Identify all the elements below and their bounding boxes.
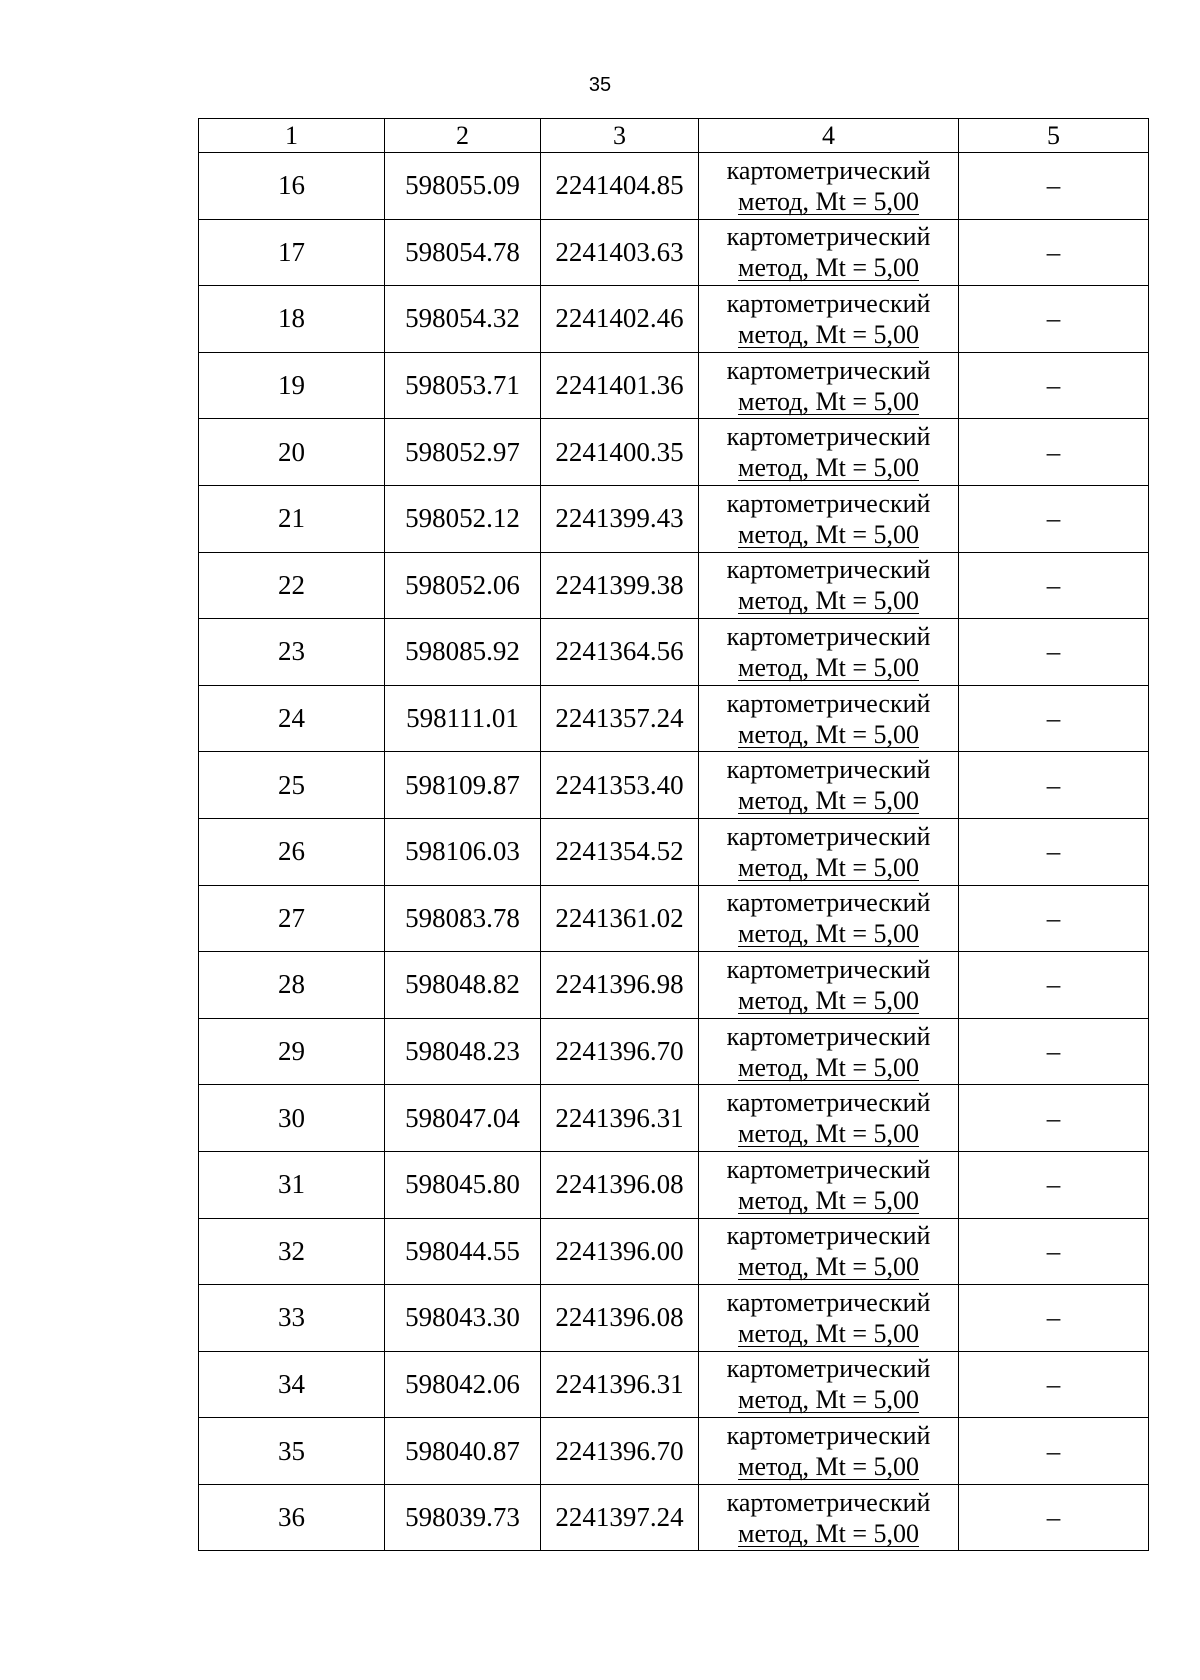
page-number: 35 [588,74,612,96]
x-coordinate-cell: 598048.23 [385,1018,541,1085]
table-row [199,952,1149,1019]
x-coordinate-cell: 598048.82 [385,952,541,1019]
method-cell [699,286,959,353]
note-cell: – [959,219,1149,286]
header-cell-4: 4 [699,119,959,153]
method-cell [699,153,959,220]
header-cell-3: 3 [541,119,699,153]
note-cell: – [959,1218,1149,1285]
method-cell [699,885,959,952]
method-line-1: картометрический [726,222,931,252]
point-number-cell: 27 [199,885,385,952]
point-number-cell: 26 [199,818,385,885]
method-cell [699,1085,959,1152]
note-cell: – [959,885,1149,952]
method-line-2-wrapper [699,319,958,350]
method-line-1: картометрический [726,688,931,718]
method-line-1: картометрический [726,1154,931,1184]
x-coordinate-cell: 598039.73 [385,1484,541,1551]
x-coordinate-cell: 598042.06 [385,1351,541,1418]
table-row [199,153,1149,220]
coordinates-table [198,118,1149,1551]
x-coordinate-cell: 598052.06 [385,552,541,619]
method-cell [699,485,959,552]
method-line-2-wrapper [699,652,958,683]
x-coordinate-cell: 598055.09 [385,153,541,220]
method-line-2-wrapper [699,1251,958,1282]
table-header-row [199,119,1149,153]
method-line-1: картометрический [726,1021,931,1051]
note-cell: – [959,153,1149,220]
method-cell [699,1018,959,1085]
method-line-2-wrapper [699,785,958,816]
table-row [199,419,1149,486]
point-number-cell: 21 [199,485,385,552]
point-number-cell: 17 [199,219,385,286]
method-line-2: метод, Mt = 5,00 [738,1252,919,1282]
method-line-2: метод, Mt = 5,00 [738,719,919,749]
point-number-cell: 31 [199,1151,385,1218]
note-cell: – [959,1151,1149,1218]
method-line-1: картометрический [726,1088,931,1118]
x-coordinate-cell: 598052.97 [385,419,541,486]
table-row [199,685,1149,752]
table-row [199,219,1149,286]
method-line-2-wrapper [699,519,958,550]
method-line-1: картометрический [726,155,931,185]
method-line-2-wrapper [699,452,958,483]
method-cell [699,1285,959,1352]
table-body [199,119,1149,1551]
x-coordinate-cell: 598054.78 [385,219,541,286]
note-cell: – [959,286,1149,353]
y-coordinate-cell: 2241396.00 [541,1218,699,1285]
table-row [199,619,1149,686]
x-coordinate-cell: 598047.04 [385,1085,541,1152]
y-coordinate-cell: 2241399.38 [541,552,699,619]
method-line-2: метод, Mt = 5,00 [738,253,919,283]
method-line-1: картометрический [726,1421,931,1451]
method-line-2-wrapper [699,1384,958,1415]
point-number-cell: 30 [199,1085,385,1152]
method-line-2: метод, Mt = 5,00 [738,919,919,949]
x-coordinate-cell: 598053.71 [385,352,541,419]
table-row [199,818,1149,885]
table-row [199,1484,1149,1551]
y-coordinate-cell: 2241354.52 [541,818,699,885]
y-coordinate-cell: 2241397.24 [541,1484,699,1551]
note-cell: – [959,952,1149,1019]
y-coordinate-cell: 2241364.56 [541,619,699,686]
method-cell [699,1151,959,1218]
note-cell: – [959,1285,1149,1352]
method-line-2: метод, Mt = 5,00 [738,852,919,882]
note-cell: – [959,752,1149,819]
method-line-1: картометрический [726,621,931,651]
method-cell [699,1351,959,1418]
method-line-1: картометрический [726,1221,931,1251]
method-line-1: картометрический [726,1287,931,1317]
method-cell [699,219,959,286]
coordinates-table-container [198,118,1148,1551]
table-row [199,352,1149,419]
header-cell-5: 5 [959,119,1149,153]
header-cell-2: 2 [385,119,541,153]
note-cell: – [959,1018,1149,1085]
y-coordinate-cell: 2241396.31 [541,1085,699,1152]
x-coordinate-cell: 598109.87 [385,752,541,819]
table-row [199,1285,1149,1352]
point-number-cell: 32 [199,1218,385,1285]
y-coordinate-cell: 2241396.70 [541,1418,699,1485]
y-coordinate-cell: 2241403.63 [541,219,699,286]
method-line-1: картометрический [726,488,931,518]
point-number-cell: 25 [199,752,385,819]
y-coordinate-cell: 2241396.08 [541,1151,699,1218]
method-line-2-wrapper [699,1451,958,1482]
table-row [199,752,1149,819]
method-line-2: метод, Mt = 5,00 [738,186,919,216]
method-cell [699,1218,959,1285]
method-line-1: картометрический [726,355,931,385]
method-line-2-wrapper [699,1118,958,1149]
method-line-2-wrapper [699,1318,958,1349]
note-cell: – [959,1418,1149,1485]
point-number-cell: 34 [199,1351,385,1418]
table-row [199,552,1149,619]
method-line-2: метод, Mt = 5,00 [738,1518,919,1548]
method-line-2-wrapper [699,1185,958,1216]
method-line-2-wrapper [699,985,958,1016]
table-row [199,1351,1149,1418]
method-line-1: картометрический [726,821,931,851]
y-coordinate-cell: 2241361.02 [541,885,699,952]
y-coordinate-cell: 2241396.70 [541,1018,699,1085]
method-line-2: метод, Mt = 5,00 [738,985,919,1015]
method-line-2-wrapper [699,1518,958,1549]
point-number-cell: 36 [199,1484,385,1551]
method-line-2: метод, Mt = 5,00 [738,1318,919,1348]
method-line-2: метод, Mt = 5,00 [738,1119,919,1149]
y-coordinate-cell: 2241396.08 [541,1285,699,1352]
method-line-2-wrapper [699,852,958,883]
note-cell: – [959,552,1149,619]
method-cell [699,552,959,619]
method-cell [699,1418,959,1485]
header-cell-1: 1 [199,119,385,153]
point-number-cell: 19 [199,352,385,419]
method-line-2: метод, Mt = 5,00 [738,586,919,616]
method-line-2: метод, Mt = 5,00 [738,519,919,549]
x-coordinate-cell: 598052.12 [385,485,541,552]
note-cell: – [959,352,1149,419]
y-coordinate-cell: 2241353.40 [541,752,699,819]
point-number-cell: 29 [199,1018,385,1085]
table-row [199,485,1149,552]
method-cell [699,685,959,752]
point-number-cell: 22 [199,552,385,619]
method-line-2: метод, Mt = 5,00 [738,1452,919,1482]
method-line-1: картометрический [726,888,931,918]
method-line-1: картометрический [726,1487,931,1517]
method-line-2: метод, Mt = 5,00 [738,386,919,416]
method-cell [699,419,959,486]
method-line-1: картометрический [726,422,931,452]
y-coordinate-cell: 2241401.36 [541,352,699,419]
method-cell [699,352,959,419]
note-cell: – [959,1484,1149,1551]
method-line-1: картометрический [726,755,931,785]
method-line-2: метод, Mt = 5,00 [738,319,919,349]
y-coordinate-cell: 2241404.85 [541,153,699,220]
table-row [199,1151,1149,1218]
method-line-1: картометрический [726,555,931,585]
x-coordinate-cell: 598111.01 [385,685,541,752]
point-number-cell: 24 [199,685,385,752]
y-coordinate-cell: 2241402.46 [541,286,699,353]
y-coordinate-cell: 2241400.35 [541,419,699,486]
table-row [199,1085,1149,1152]
method-line-2-wrapper [699,585,958,616]
note-cell: – [959,419,1149,486]
x-coordinate-cell: 598040.87 [385,1418,541,1485]
note-cell: – [959,1351,1149,1418]
method-line-2: метод, Mt = 5,00 [738,1185,919,1215]
method-line-2-wrapper [699,1052,958,1083]
method-line-2-wrapper [699,386,958,417]
method-cell [699,818,959,885]
y-coordinate-cell: 2241399.43 [541,485,699,552]
method-line-2: метод, Mt = 5,00 [738,652,919,682]
method-cell [699,1484,959,1551]
y-coordinate-cell: 2241396.98 [541,952,699,1019]
point-number-cell: 33 [199,1285,385,1352]
method-cell [699,752,959,819]
table-row [199,1018,1149,1085]
x-coordinate-cell: 598085.92 [385,619,541,686]
point-number-cell: 28 [199,952,385,1019]
table-row [199,286,1149,353]
x-coordinate-cell: 598106.03 [385,818,541,885]
method-line-1: картометрический [726,954,931,984]
x-coordinate-cell: 598044.55 [385,1218,541,1285]
y-coordinate-cell: 2241357.24 [541,685,699,752]
note-cell: – [959,619,1149,686]
method-line-2: метод, Mt = 5,00 [738,786,919,816]
method-cell [699,952,959,1019]
table-row [199,885,1149,952]
note-cell: – [959,1085,1149,1152]
method-line-2-wrapper [699,186,958,217]
method-line-1: картометрический [726,288,931,318]
method-cell [699,619,959,686]
point-number-cell: 23 [199,619,385,686]
x-coordinate-cell: 598083.78 [385,885,541,952]
note-cell: – [959,685,1149,752]
method-line-2: метод, Mt = 5,00 [738,453,919,483]
method-line-2-wrapper [699,918,958,949]
method-line-2-wrapper [699,719,958,750]
table-row [199,1418,1149,1485]
note-cell: – [959,485,1149,552]
point-number-cell: 16 [199,153,385,220]
x-coordinate-cell: 598045.80 [385,1151,541,1218]
method-line-2-wrapper [699,252,958,283]
method-line-2: метод, Mt = 5,00 [738,1385,919,1415]
point-number-cell: 18 [199,286,385,353]
note-cell: – [959,818,1149,885]
x-coordinate-cell: 598054.32 [385,286,541,353]
method-line-1: картометрический [726,1354,931,1384]
method-line-2: метод, Mt = 5,00 [738,1052,919,1082]
point-number-cell: 20 [199,419,385,486]
y-coordinate-cell: 2241396.31 [541,1351,699,1418]
x-coordinate-cell: 598043.30 [385,1285,541,1352]
table-row [199,1218,1149,1285]
point-number-cell: 35 [199,1418,385,1485]
